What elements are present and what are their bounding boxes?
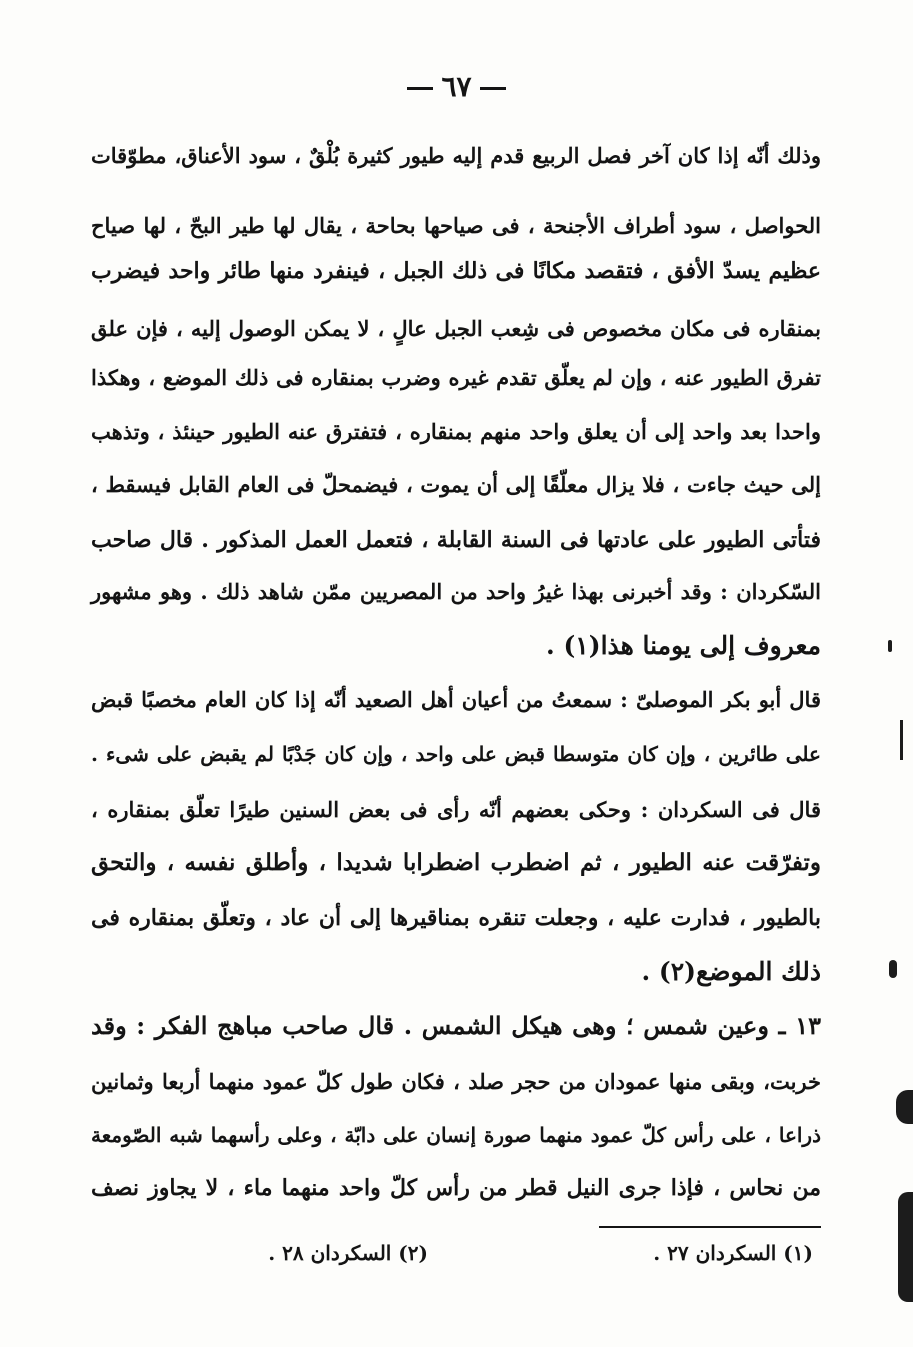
body-line-12: على طائرين ، وإن كان متوسطا قبض على واحد ، وإن كان جَدْبًا لم يقبض على شىء . xyxy=(91,742,821,766)
body-line-11: قال أبو بكر الموصلىّ : سمعتُ من أعيان أهل الصعيد أنّه إذا كان العام مخصبًا قبض xyxy=(91,687,821,712)
body-line-13: قال فى السكردان : وحكى بعضهم أنّه رأى فى بعض السنين طيرًا تعلّق بمنقاره ، xyxy=(91,797,821,822)
scan-edge-mark xyxy=(898,1192,913,1302)
body-line-6: واحدا بعد واحد إلى أن يعلق واحد منهم بمنقاره ، فتفترق عنه الطيور حينئذ ، وتذهب xyxy=(91,419,821,444)
body-line-9: السّكردان : وقد أخبرنى بهذا غيرُ واحد من المصريين ممّن شاهد ذلك . وهو مشهور xyxy=(91,579,821,604)
scan-edge-mark xyxy=(900,720,903,760)
body-line-2: الحواصل ، سود أطراف الأجنحة ، فى صياحها بحاحة ، يقال لها طير البحّ ، لها صياح xyxy=(91,213,821,238)
page-number-dash-right xyxy=(480,87,506,90)
footnote-1: (١) السكردان ٢٧ . xyxy=(653,1241,813,1265)
body-line-5: تفرق الطيور عنه ، وإن لم يعلّق تقدم غيره وضرب بمنقاره فى ذلك الموضع ، وهكذا xyxy=(91,365,821,390)
body-line-10: معروف إلى يومنا هذا(١) . xyxy=(546,631,821,660)
body-line-14: وتفرّقت عنه الطيور ، ثم اضطرب اضطرابا شديدا ، وأطلق نفسه ، والتحق xyxy=(91,849,821,876)
body-line-17: ١٣ ـ وعين شمس ؛ وهى هيكل الشمس . قال صاحب مباهج الفكر : وقد xyxy=(91,1011,821,1040)
body-line-3: عظيم يسدّ الأفق ، فتقصد مكانًا فى ذلك الجبل ، فينفرد منها طائر واحد فيضرب xyxy=(91,258,821,284)
footnote-separator xyxy=(599,1226,821,1228)
scan-edge-mark xyxy=(888,640,892,652)
body-line-20: من نحاس ، فإذا جرى النيل قطر من رأس كلّ واحد منهما ماء ، لا يجاوز نصف xyxy=(91,1175,821,1201)
scan-edge-mark xyxy=(896,1090,913,1124)
body-line-4: بمنقاره فى مكان مخصوص فى شِعب الجبل عالٍ ، لا يمكن الوصول إليه ، فإن علق xyxy=(91,316,821,341)
body-line-16: ذلك الموضع(٢) . xyxy=(641,957,821,986)
body-line-1: وذلك أنّه إذا كان آخر فصل الربيع قدم إليه طيور كثيرة بُلْقٌ ، سود الأعناق، مطوّقات xyxy=(91,143,821,168)
page-number xyxy=(0,70,913,103)
scan-edge-mark xyxy=(889,960,897,978)
footnote-2: (٢) السكردان ٢٨ . xyxy=(268,1241,428,1265)
body-line-7: إلى حيث جاءت ، فلا يزال معلّقًا إلى أن يموت ، فيضمحلّ فى العام القابل فيسقط ، xyxy=(91,472,821,497)
body-line-15: بالطيور ، فدارت عليه ، وجعلت تنقره بمناقيرها إلى أن عاد ، وتعلّق بمنقاره فى xyxy=(91,905,821,931)
page-number-dash-left xyxy=(407,87,433,90)
body-line-19: ذراعا ، على رأس كلّ عمود منهما صورة إنسان على دابّة ، وعلى رأسهما شبه الصّومعة xyxy=(91,1123,821,1147)
page-number-text: ٦٧ xyxy=(441,70,472,103)
body-line-8: فتأتى الطيور على عادتها فى السنة القابلة ، فتعمل العمل المذكور . قال صاحب xyxy=(91,527,821,553)
body-line-18: خربت، وبقى منها عمودان من حجر صلد ، فكان طول كلّ عمود منهما أربعا وثمانين xyxy=(91,1069,821,1094)
